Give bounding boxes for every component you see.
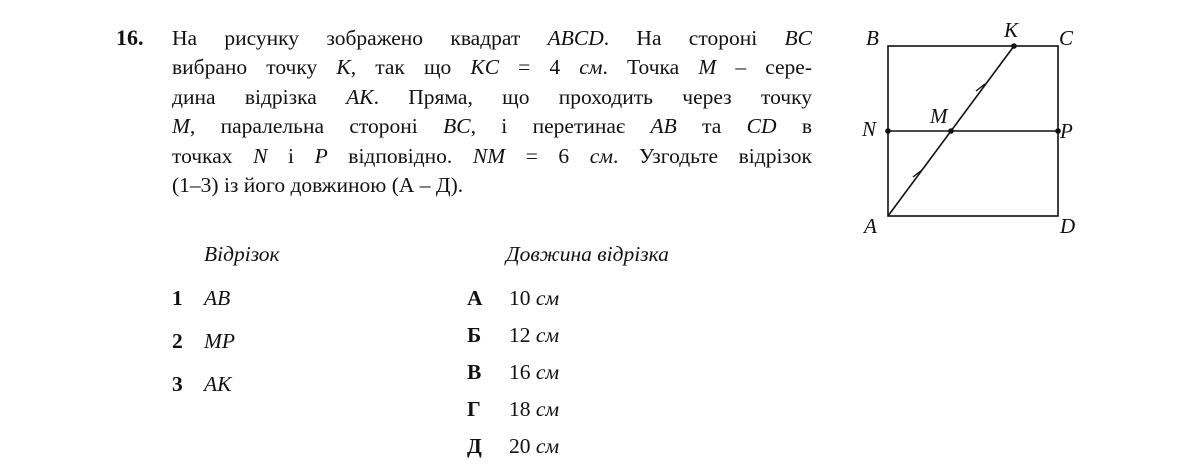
math-fragment: см <box>579 55 603 80</box>
option-number: 20 <box>509 434 531 458</box>
problem-line-2 <box>172 53 812 82</box>
math-fragment: KC <box>470 55 500 80</box>
option-value <box>509 397 559 422</box>
math-fragment: NM <box>472 143 506 168</box>
text-fragment: (1–3) із його довжиною (А – Д). <box>172 173 464 198</box>
problem-line-4 <box>172 112 812 141</box>
option-letter: Г <box>467 397 481 421</box>
option-number: 16 <box>509 360 531 384</box>
option-unit: см <box>535 286 560 310</box>
segment-name: AB <box>204 286 231 310</box>
problem-number: 16. <box>116 25 144 50</box>
problem-text <box>172 24 812 200</box>
option-letter: Б <box>467 323 482 347</box>
label-n: N <box>862 117 877 141</box>
problem-line-6 <box>172 171 812 200</box>
text-fragment: і <box>267 143 315 168</box>
text-fragment: та <box>676 114 747 139</box>
option-letter: Д <box>467 434 482 458</box>
math-fragment: N <box>253 143 268 168</box>
text-fragment: , і перетинає <box>470 114 651 139</box>
option-number: 12 <box>509 323 531 347</box>
label-b: B <box>866 26 879 50</box>
math-fragment: см <box>589 143 614 168</box>
point-k <box>1011 43 1017 49</box>
length-column-header: Довжина відрізка <box>506 242 669 266</box>
text-fragment: , паралельна стороні <box>189 114 444 139</box>
math-fragment: AK <box>346 84 374 109</box>
math-fragment: K <box>336 55 351 80</box>
option-value <box>509 360 559 385</box>
text-fragment: точках <box>172 143 254 168</box>
option-value <box>509 286 559 311</box>
text-fragment: вибрано точку <box>172 55 337 80</box>
label-m: M <box>930 104 948 128</box>
label-k: K <box>1004 18 1019 42</box>
text-fragment: . Точка <box>602 55 699 80</box>
option-letter: В <box>467 360 482 384</box>
option-number: 10 <box>509 286 531 310</box>
square-diagram <box>855 14 1095 244</box>
segment-number: 2 <box>172 329 183 353</box>
text-fragment: , так що <box>350 55 471 80</box>
option-unit: см <box>535 323 560 347</box>
text-fragment: в <box>776 114 813 139</box>
segment-number: 3 <box>172 372 183 396</box>
segment-column-header: Відрізок <box>204 242 280 266</box>
math-fragment: M <box>698 55 717 80</box>
problem-line-3 <box>172 83 812 112</box>
text-fragment: . Узгодьте відрізок <box>613 143 812 168</box>
math-fragment: BC <box>784 26 812 50</box>
option-letter: А <box>467 286 483 310</box>
option-unit: см <box>535 397 560 421</box>
math-fragment: ABCD <box>547 26 604 50</box>
text-fragment: . На стороні <box>603 26 785 50</box>
label-c: C <box>1059 26 1074 50</box>
segment-name: AK <box>204 372 232 396</box>
label-d: D <box>1060 214 1076 238</box>
point-m <box>948 128 954 134</box>
math-fragment: M <box>172 114 190 139</box>
text-fragment: = 6 <box>505 143 590 168</box>
option-value <box>509 323 559 348</box>
segment-number: 1 <box>172 286 183 310</box>
problem-line-1 <box>172 24 812 53</box>
option-unit: см <box>535 434 560 458</box>
option-value <box>509 434 559 459</box>
math-fragment: AB <box>650 114 677 139</box>
math-fragment: P <box>314 143 328 168</box>
text-fragment: відповідно. <box>327 143 473 168</box>
label-a: A <box>864 214 877 238</box>
segment-name: MP <box>204 329 236 353</box>
point-n <box>885 128 891 134</box>
math-fragment: CD <box>746 114 777 139</box>
text-fragment: . Пряма, що проходить через точку <box>373 84 812 109</box>
text-fragment: дина відрізка <box>172 84 347 109</box>
text-fragment: = 4 <box>499 55 580 80</box>
text-fragment: На рисунку зображено квадрат <box>172 26 548 50</box>
text-fragment: – сере- <box>716 55 812 80</box>
option-unit: см <box>535 360 560 384</box>
option-number: 18 <box>509 397 531 421</box>
math-fragment: BC <box>443 114 471 139</box>
problem-line-5 <box>172 142 812 171</box>
label-p: P <box>1060 119 1073 143</box>
